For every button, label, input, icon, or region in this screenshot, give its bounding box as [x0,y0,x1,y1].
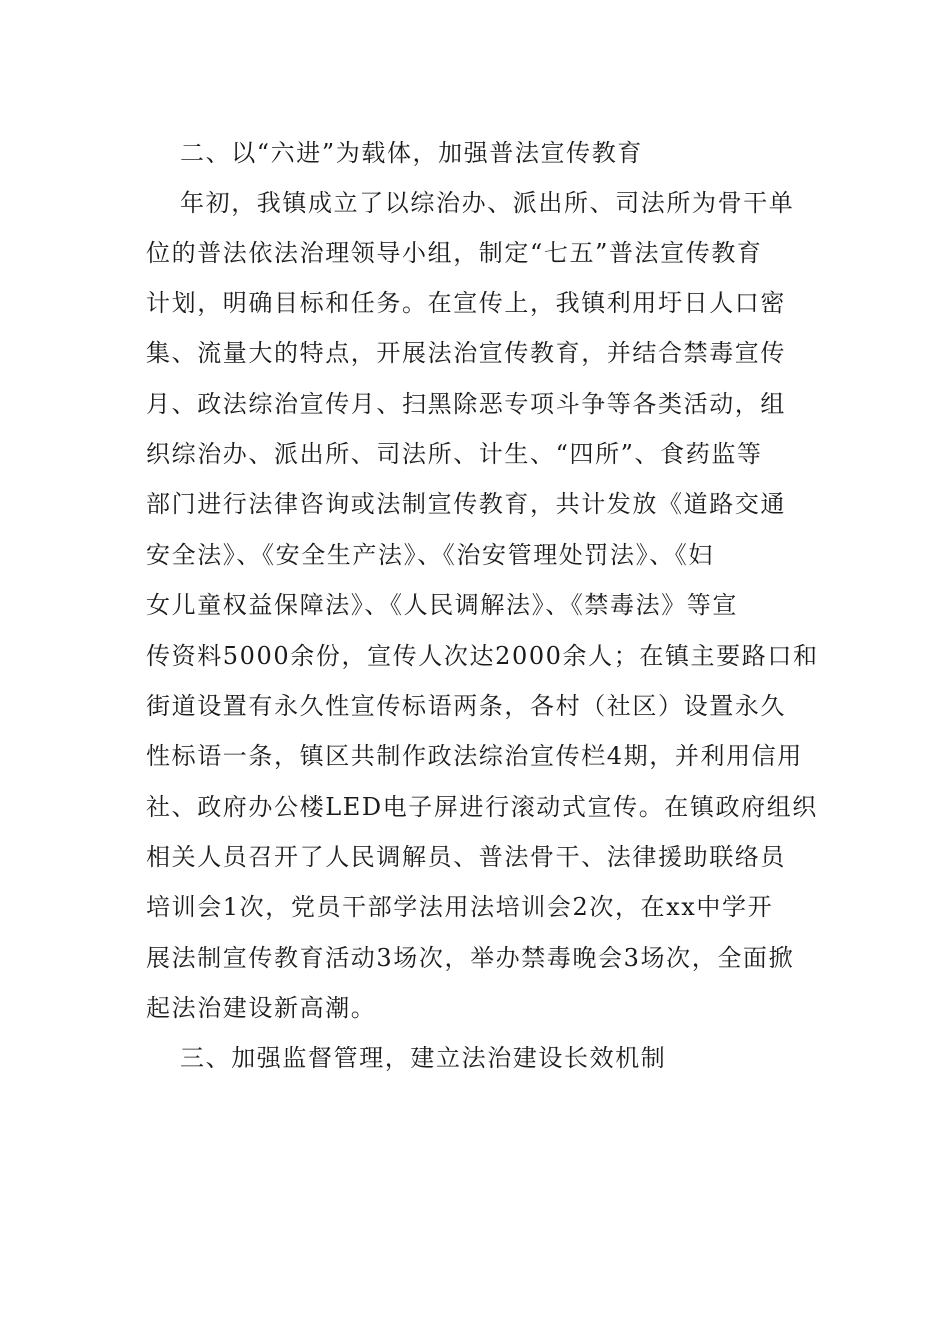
paragraph-line: 织综治办、派出所、司法所、计生、“四所”、食药监等 [146,440,763,468]
paragraph-line: 相关人员召开了人民调解员、普法骨干、法律援助联络员 [146,843,786,871]
paragraph-line: 年初，我镇成立了以综治办、派出所、司法所为骨干单 [180,189,795,217]
paragraph-line: 传资料5000余份，宣传人次达2000余人；在镇主要路口和 [146,642,819,670]
paragraph-line: 部门进行法律咨询或法制宣传教育，共计发放《道路交通 [146,490,786,518]
paragraph-line: 街道设置有永久性宣传标语两条，各村（社区）设置永久 [146,692,786,720]
paragraph-line: 社、政府办公楼LED电子屏进行滚动式宣传。在镇政府组织 [146,793,818,821]
paragraph-line: 性标语一条，镇区共制作政法综治宣传栏4期，并利用信用 [146,742,803,770]
section-heading-2: 二、以“六进”为载体，加强普法宣传教育 [180,139,643,167]
paragraph-line: 女儿童权益保障法》、《人民调解法》、《禁毒法》等宣 [146,591,738,619]
section-heading-3: 三、加强监督管理，建立法治建设长效机制 [180,1044,667,1072]
paragraph-line: 集、流量大的特点，开展法治宣传教育，并结合禁毒宣传 [146,339,786,367]
paragraph-line: 培训会1次，党员干部学法用法培训会2次，在xx中学开 [146,893,774,921]
paragraph-line: 展法制宣传教育活动3场次，举办禁毒晚会3场次，全面掀 [146,944,795,972]
paragraph-line: 计划，明确目标和任务。在宣传上，我镇利用圩日人口密 [146,289,786,317]
paragraph-line: 安全法》、《安全生产法》、《治安管理处罚法》、《妇 [146,541,714,569]
paragraph-line: 位的普法依法治理领导小组，制定“七五”普法宣传教育 [146,239,763,267]
paragraph-line: 月、政法综治宣传月、扫黑除恶专项斗争等各类活动，组 [146,390,786,418]
paragraph-line: 起法治建设新高潮。 [146,994,377,1022]
